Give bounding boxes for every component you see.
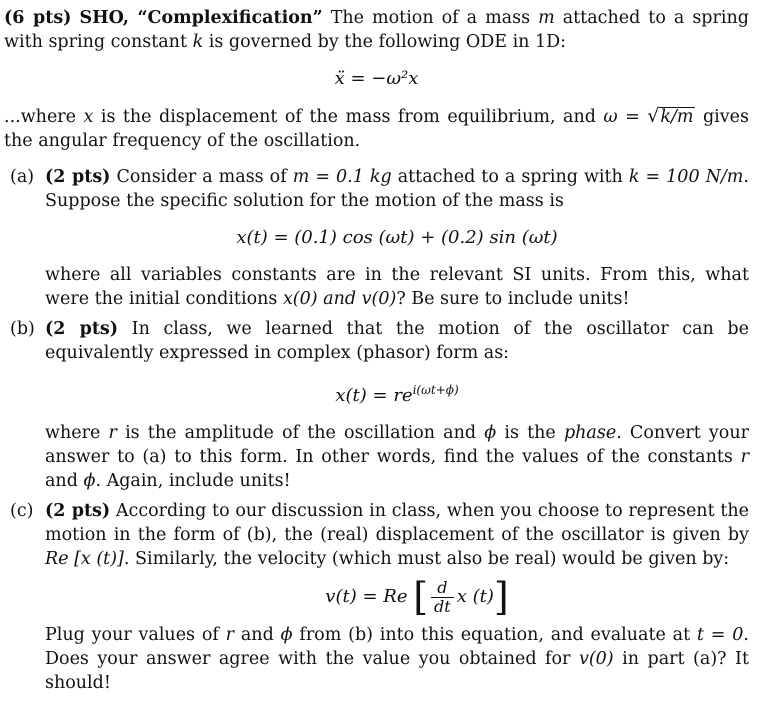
- intro-title: SHO, “Complexification”: [79, 8, 323, 28]
- part-c-text-b: [45, 623, 749, 695]
- symbol-phi-3: ϕ: [280, 625, 293, 645]
- part-b-text-b: [45, 421, 749, 493]
- part-c-text-5: from (b) into this equation, and evaluate at: [299, 625, 691, 645]
- part-c-v0: v(0): [578, 649, 614, 669]
- right-bracket-icon: ]: [493, 575, 509, 619]
- symbol-m: m: [538, 8, 555, 28]
- part-a-text: [45, 165, 749, 213]
- part-a-text-2: attached to a spring with: [397, 167, 623, 187]
- part-a-spring: k = 100 N/m: [628, 167, 744, 187]
- part-c-eq-rhs: x (t): [456, 586, 494, 607]
- ode-equation: [4, 66, 749, 92]
- fraction-numerator: d: [431, 579, 454, 598]
- part-b-points: (2 pts): [45, 319, 119, 339]
- part-a-equation: [45, 225, 749, 251]
- part-c-text-3: Plug your values of: [45, 625, 219, 645]
- part-c: [4, 499, 749, 695]
- omega-def-lhs: ω =: [603, 107, 640, 127]
- part-a-text-5: ? Be sure to include units!: [396, 289, 630, 309]
- intro-after-2: is the displacement of the mass from equilibrium, and: [100, 107, 596, 127]
- part-b: [4, 317, 749, 493]
- part-a-text-3: . Suppose the specific solution for the motion of the mass is: [45, 167, 749, 211]
- part-c-t0: t = 0: [696, 625, 744, 645]
- part-c-text-1: According to our discussion in class, when you choose to represent the motion in the form of (b), the (real) displacement of the oscillator is given by: [45, 501, 749, 545]
- part-b-text-2: where: [45, 423, 101, 443]
- symbol-k: k: [192, 32, 204, 52]
- intro-after-paragraph: [4, 104, 749, 153]
- part-c-re-expr: Re [x (t)]: [45, 549, 124, 569]
- omega-def-radicand: k/m: [660, 107, 694, 127]
- symbol-x: x: [83, 107, 94, 127]
- part-b-equation-sup: i(ωt+ϕ): [412, 383, 459, 397]
- part-c-equation: [45, 577, 749, 617]
- part-b-label: (b): [10, 319, 35, 339]
- part-c-eq-lhs: v(t) = Re: [325, 586, 408, 607]
- intro-paragraph: [4, 6, 749, 54]
- fraction-denominator: dt: [434, 596, 451, 616]
- part-a-text-4: where all variables constants are in the relevant SI units. From this, what were the initial conditions: [45, 265, 749, 309]
- part-c-text-4: and: [240, 625, 274, 645]
- part-b-text-1: In class, we learned that the motion of the oscillator can be equivalently expressed in complex (phasor) form as:: [45, 319, 749, 363]
- part-a-initial-conditions: x(0) and v(0): [282, 289, 397, 309]
- symbol-phi: ϕ: [484, 423, 497, 443]
- ode-equation-text: ẍ = −ω²x: [334, 68, 419, 89]
- part-b-equation: [45, 377, 749, 409]
- part-a-text-b: [45, 263, 749, 311]
- part-b-text-6: and: [45, 471, 78, 491]
- part-a-text-1: Consider a mass of: [116, 167, 287, 187]
- intro-points: (6 pts): [4, 8, 72, 28]
- part-b-text-7: . Again, include units!: [95, 471, 291, 491]
- symbol-phi-2: ϕ: [83, 471, 96, 491]
- part-a: [4, 165, 749, 311]
- intro-text-1: The motion of a mass: [330, 8, 531, 28]
- sqrt-icon: √: [647, 105, 660, 127]
- part-a-label: (a): [10, 167, 35, 187]
- part-b-text-3: is the amplitude of the oscillation and: [125, 423, 477, 443]
- symbol-r: r: [108, 423, 117, 443]
- part-b-phase: phase: [563, 423, 617, 443]
- intro-text-3: is governed by the following ODE in 1D:: [208, 32, 567, 52]
- part-c-text-2: . Similarly, the velocity (which must also be real) would be given by:: [123, 549, 730, 569]
- derivative-fraction: [431, 579, 454, 616]
- part-c-points: (2 pts): [45, 501, 111, 521]
- intro-text-2: attached to a spring with spring constant: [4, 8, 749, 52]
- symbol-r-2: r: [740, 447, 749, 467]
- part-b-text-4: is the: [504, 423, 556, 443]
- part-c-text-6: . Does your answer agree with the value you obtained for: [45, 625, 749, 669]
- part-b-text-5: . Convert your answer to (a) to this form. In other words, find the values of the constants: [45, 423, 749, 467]
- part-a-equation-text: x(t) = (0.1) cos (ωt) + (0.2) sin (ωt): [236, 227, 558, 248]
- left-bracket-icon: [: [413, 575, 429, 619]
- intro-after-1: ...where: [4, 107, 77, 127]
- symbol-r-3: r: [225, 625, 235, 645]
- part-a-points: (2 pts): [45, 167, 111, 187]
- part-c-text: [45, 499, 749, 571]
- intro-after-3: gives the angular frequency of the oscillation.: [4, 107, 749, 151]
- part-c-label: (c): [10, 501, 34, 521]
- part-b-equation-lhs: x(t) = re: [335, 385, 413, 406]
- part-a-mass: m = 0.1 kg: [292, 167, 392, 187]
- part-c-text-7: in part (a)? It should!: [45, 649, 749, 693]
- part-b-text: [45, 317, 749, 365]
